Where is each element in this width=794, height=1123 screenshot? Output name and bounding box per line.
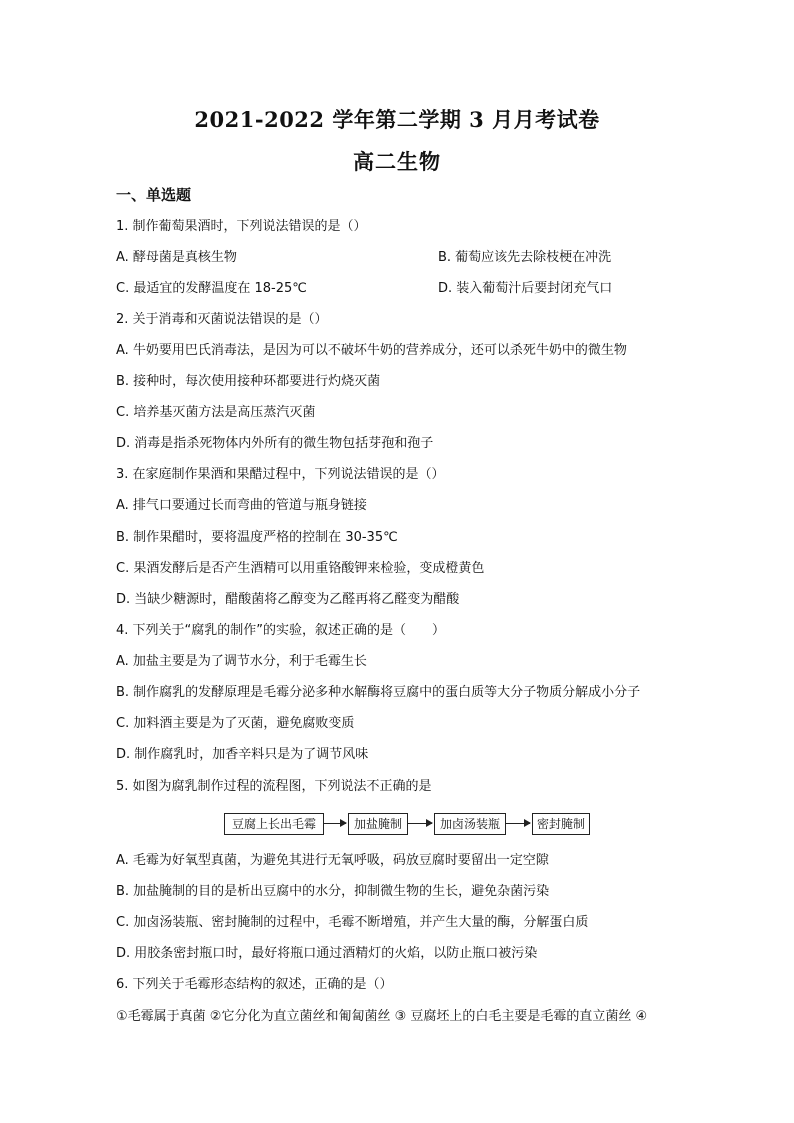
question-3-stem: 3. 在家庭制作果酒和果醋过程中，下列说法错误的是（） bbox=[116, 467, 445, 482]
question-4-option-c: C. 加料酒主要是为了灭菌，避免腐败变质 bbox=[116, 716, 355, 731]
tofu-process-flowchart bbox=[224, 813, 588, 835]
question-5-option-c: C. 加卤汤装瓶、密封腌制的过程中，毛霉不断增殖，并产生大量的酶，分解蛋白质 bbox=[116, 915, 589, 930]
question-4-option-b: B. 制作腐乳的发酵原理是毛霉分泌多种水解酶将豆腐中的蛋白质等大分子物质分解成小分子 bbox=[116, 685, 641, 700]
flow-step-sealing: 密封腌制 bbox=[532, 813, 590, 835]
flow-step-brine-bottling: 加卤汤装瓶 bbox=[434, 813, 506, 835]
question-5-option-a: A. 毛霉为好氧型真菌，为避免其进行无氧呼吸，码放豆腐时要留出一定空隙 bbox=[116, 853, 549, 868]
question-2-option-c: C. 培养基灭菌方法是高压蒸汽灭菌 bbox=[116, 405, 316, 420]
question-3-option-b: B. 制作果醋时，要将温度严格的控制在 30-35℃ bbox=[116, 530, 398, 545]
section-heading: 一、单选题 bbox=[116, 186, 192, 204]
question-4-option-d: D. 制作腐乳时，加香辛料只是为了调节风味 bbox=[116, 747, 369, 762]
question-4-option-a: A. 加盐主要是为了调节水分，利于毛霉生长 bbox=[116, 654, 367, 669]
question-1-option-d: D. 装入葡萄汁后要封闭充气口 bbox=[438, 281, 613, 296]
question-5-option-d: D. 用胶条密封瓶口时，最好将瓶口通过酒精灯的火焰，以防止瓶口被污染 bbox=[116, 946, 538, 961]
question-2-option-b: B. 接种时，每次使用接种环都要进行灼烧灭菌 bbox=[116, 374, 381, 389]
flow-step-mold-growth: 豆腐上长出毛霉 bbox=[224, 813, 324, 835]
flow-arrow-3 bbox=[506, 823, 530, 824]
exam-title: 2021-2022 学年第二学期 3 月月考试卷 bbox=[194, 107, 600, 132]
question-6-stem: 6. 下列关于毛霉形态结构的叙述，正确的是（） bbox=[116, 977, 393, 992]
question-5-option-b: B. 加盐腌制的目的是析出豆腐中的水分，抑制微生物的生长，避免杂菌污染 bbox=[116, 884, 550, 899]
question-5-stem: 5. 如图为腐乳制作过程的流程图，下列说法不正确的是 bbox=[116, 779, 432, 794]
question-1-stem: 1. 制作葡萄果酒时，下列说法错误的是（） bbox=[116, 219, 367, 234]
question-2-option-d: D. 消毒是指杀死物体内外所有的微生物包括芽孢和孢子 bbox=[116, 436, 434, 451]
question-4-stem: 4. 下列关于“腐乳的制作”的实验，叙述正确的是（ ） bbox=[116, 623, 446, 638]
question-1-option-b: B. 葡萄应该先去除枝梗在冲洗 bbox=[438, 250, 612, 265]
question-2-stem: 2. 关于消毒和灭菌说法错误的是（） bbox=[116, 312, 328, 327]
question-2-option-a: A. 牛奶要用巴氏消毒法，是因为可以不破坏牛奶的营养成分，还可以杀死牛奶中的微生物 bbox=[116, 343, 627, 358]
flow-step-salting: 加盐腌制 bbox=[348, 813, 408, 835]
flow-arrow-2 bbox=[408, 823, 432, 824]
subject-title: 高二生物 bbox=[353, 149, 441, 174]
flow-arrow-1 bbox=[324, 823, 346, 824]
question-3-option-c: C. 果酒发酵后是否产生酒精可以用重铬酸钾来检验，变成橙黄色 bbox=[116, 561, 485, 576]
question-3-option-d: D. 当缺少糖源时，醋酸菌将乙醇变为乙醛再将乙醛变为醋酸 bbox=[116, 592, 460, 607]
question-6-statements: ①毛霉属于真菌 ②它分化为直立菌丝和匍匐菌丝 ③ 豆腐坯上的白毛主要是毛霉的直立菌丝 ④ bbox=[116, 1009, 648, 1024]
question-3-option-a: A. 排气口要通过长而弯曲的管道与瓶身链接 bbox=[116, 498, 367, 513]
question-1-option-a: A. 酵母菌是真核生物 bbox=[116, 250, 237, 265]
question-1-option-c: C. 最适宜的发酵温度在 18-25℃ bbox=[116, 281, 307, 296]
